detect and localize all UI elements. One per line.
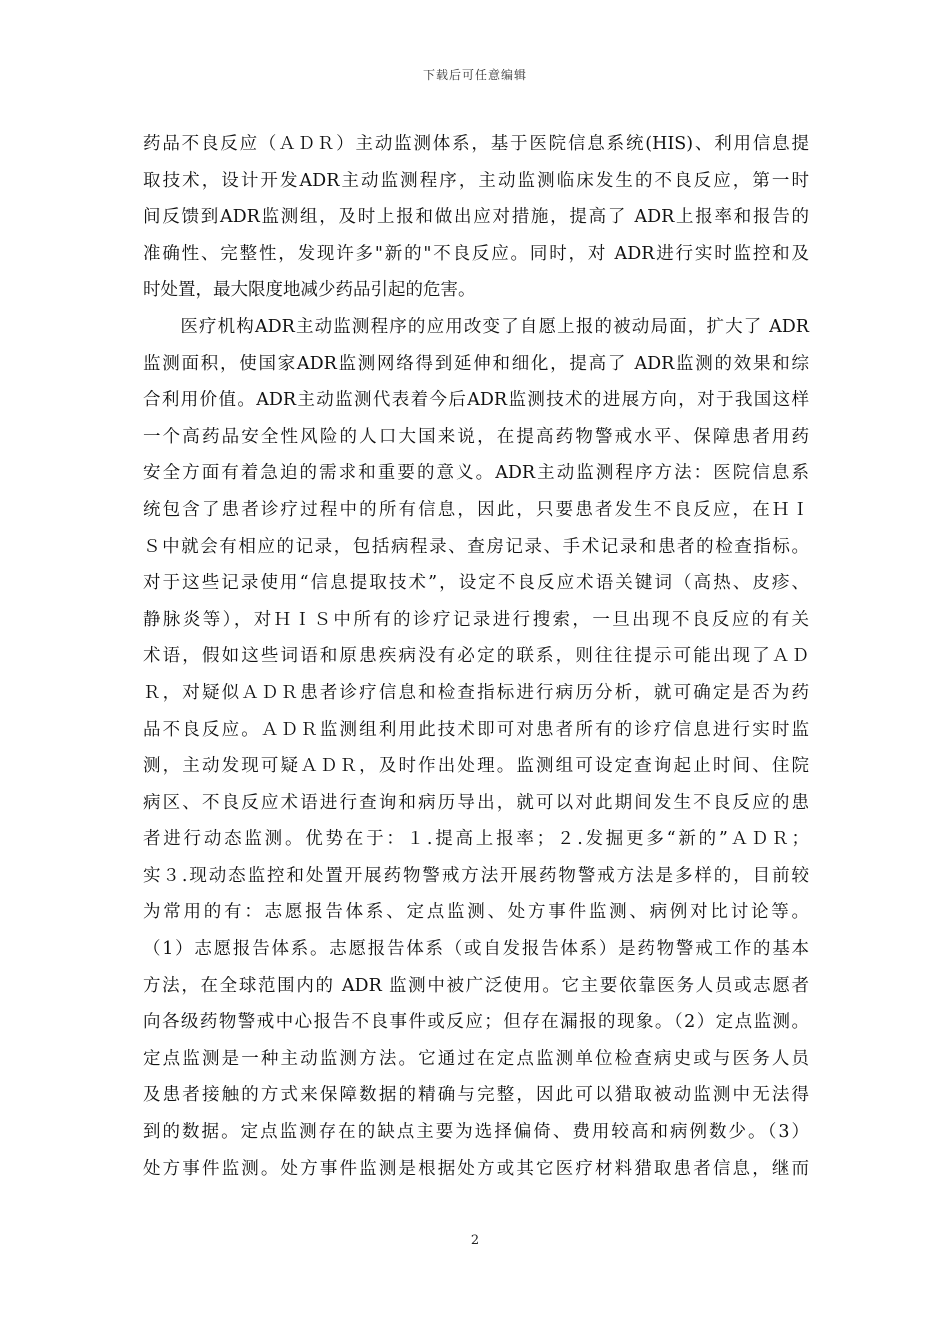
text-line: 时处置，最大限度地减少药品引起的危害。: [143, 280, 476, 301]
text-line: 静脉炎等），对ＨＩＳ中所有的诊疗记录进行搜索，一旦出现不良反应的有关: [143, 609, 809, 630]
text-line: 到的数据。定点监测存在的缺点主要为选择偏倚、费用较高和病例数少。（3）: [143, 1122, 809, 1143]
text-line: 统包含了患者诊疗过程中的所有信息，因此，只要患者发生不良反应，在ＨＩ: [143, 499, 809, 520]
text-line: 定点监测是一种主动监测方法。它通过在定点监测单位检查病史或与医务人员: [143, 1048, 809, 1069]
text-line: 向各级药物警戒中心报告不良事件或反应；但存在漏报的现象。（2）定点监测。: [143, 1012, 809, 1033]
text-line: 安全方面有着急迫的需求和重要的意义。ADR主动监测程序方法：医院信息系: [143, 463, 809, 484]
text-line: 一个高药品安全性风险的人口大国来说，在提高药物警戒水平、保障患者用药: [143, 426, 809, 447]
document-body: [143, 126, 809, 1187]
paragraph-2: [143, 309, 809, 1187]
page-header: 下载后可任意编辑: [422, 68, 527, 82]
text-line: 取技术，设计开发ADR主动监测程序，主动监测临床发生的不良反应，第一时: [143, 170, 809, 191]
text-line: 准确性、完整性，发现许多"新的"不良反应。同时，对 ADR进行实时监控和及: [143, 243, 809, 264]
paragraph-1: [143, 126, 809, 309]
text-line: 实３.现动态监控和处置开展药物警戒方法开展药物警戒方法是多样的，目前较: [143, 865, 809, 886]
text-line: 术语，假如这些词语和原患疾病没有必定的联系，则往往提示可能出现了ＡＤ: [143, 646, 809, 667]
text-line: Ｒ，对疑似ＡＤＲ患者诊疗信息和检查指标进行病历分析，就可确定是否为药: [143, 682, 809, 703]
text-line: 监测面积，使国家ADR监测网络得到延伸和细化，提高了 ADR监测的效果和综: [143, 353, 809, 374]
text-line: 及患者接触的方式来保障数据的精确与完整，因此可以猎取被动监测中无法得: [143, 1085, 809, 1106]
text-line: 医疗机构ADR主动监测程序的应用改变了自愿上报的被动局面，扩大了 ADR: [143, 316, 809, 337]
text-line: 合利用价值。ADR主动监测代表着今后ADR监测技术的进展方向，对于我国这样: [143, 390, 809, 411]
text-line: 方法，在全球范围内的 ADR 监测中被广泛使用。它主要依靠医务人员或志愿者: [143, 975, 809, 996]
text-line: 对于这些记录使用“信息提取技术”，设定不良反应术语关键词（高热、皮疹、: [143, 573, 809, 594]
text-line: 药品不良反应（ＡＤＲ）主动监测体系，基于医院信息系统(HIS)、利用信息提: [143, 134, 809, 154]
text-line: Ｓ中就会有相应的记录，包括病程录、查房记录、手术记录和患者的检查指标。: [143, 536, 809, 557]
text-line: 间反馈到ADR监测组，及时上报和做出应对措施，提高了 ADR上报率和报告的: [143, 207, 809, 228]
text-line: 品不良反应。ＡＤＲ监测组利用此技术即可对患者所有的诊疗信息进行实时监: [143, 719, 809, 740]
text-line: 为常用的有：志愿报告体系、定点监测、处方事件监测、病例对比讨论等。: [143, 902, 809, 923]
text-line: 病区、不良反应术语进行查询和病历导出，就可以对此期间发生不良反应的患: [143, 792, 809, 813]
text-line: （1）志愿报告体系。志愿报告体系（或自发报告体系）是药物警戒工作的基本: [143, 939, 809, 960]
text-line: 者进行动态监测。优势在于：１.提高上报率；２.发掘更多“新的”ＡＤＲ；: [143, 829, 809, 850]
page-number: 2: [470, 1233, 480, 1248]
text-line: 测，主动发现可疑ＡＤＲ，及时作出处理。监测组可设定查询起止时间、住院: [143, 756, 809, 777]
text-line: 处方事件监测。处方事件监测是根据处方或其它医疗材料猎取患者信息，继而: [143, 1158, 809, 1179]
